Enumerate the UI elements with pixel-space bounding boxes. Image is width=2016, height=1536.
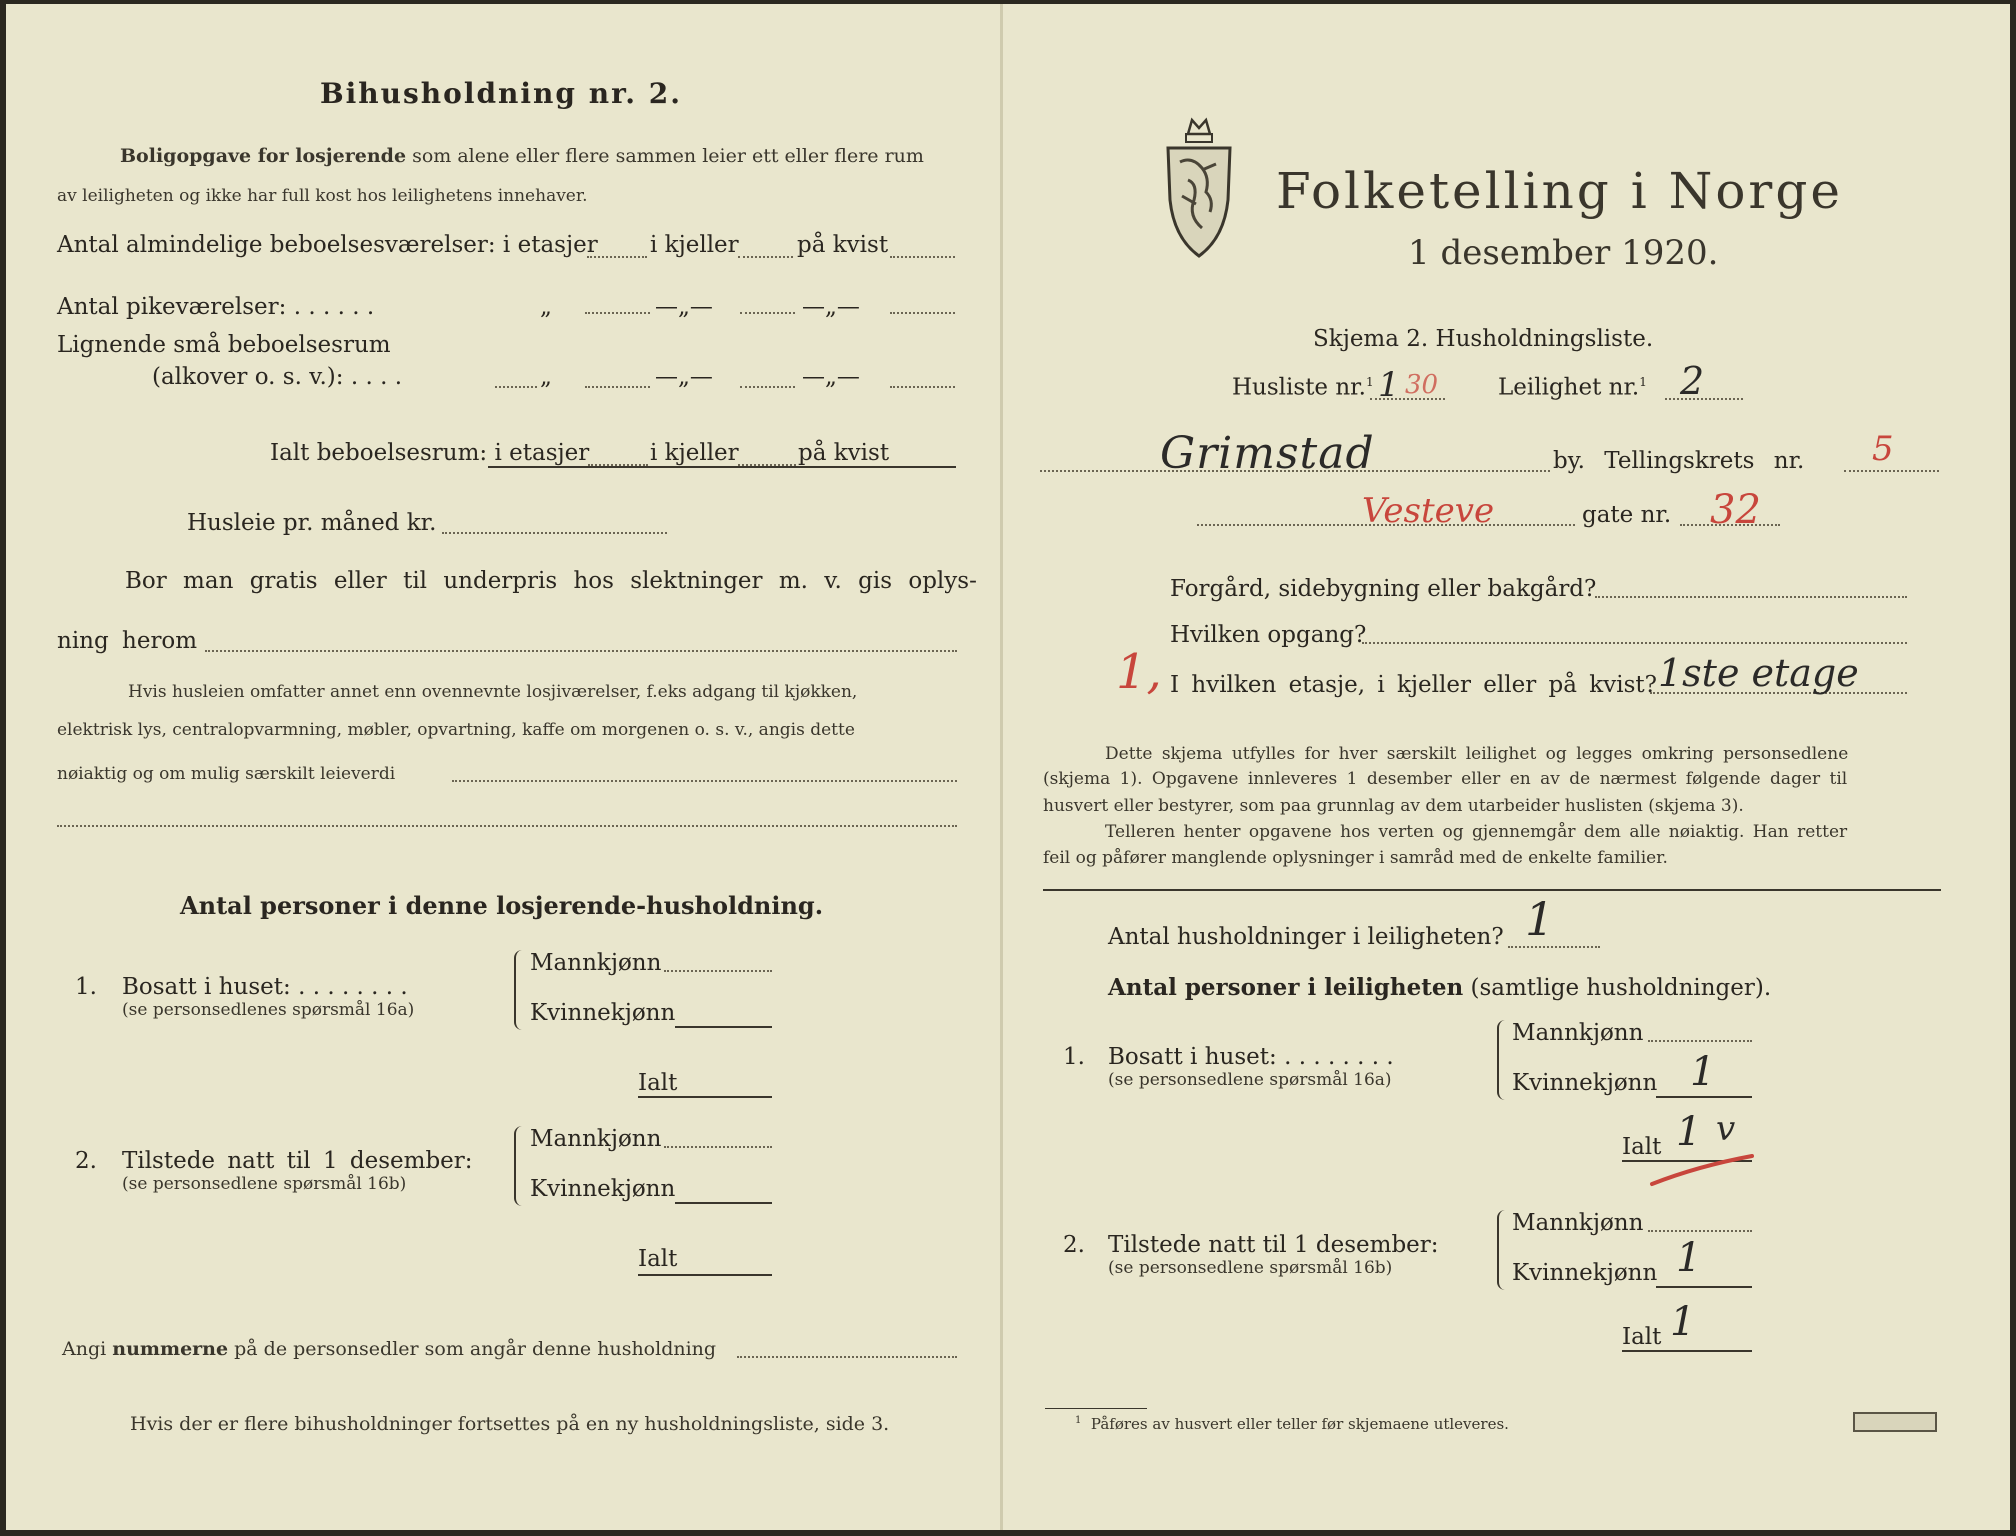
right-q2-mann: Mannkjønn — [1512, 1210, 1644, 1236]
right-q1-kvinne: Kvinnekjønn — [1512, 1070, 1658, 1096]
left-q2-mann: Mannkjønn — [530, 1126, 662, 1152]
instr-line-4: Telleren henter opgavene hos verten og gjennemgår dem alle nøiaktig. Han retter — [1105, 822, 1848, 842]
right-q2-kvinne: Kvinnekjønn — [1512, 1260, 1658, 1286]
right-q1-kvinne-field[interactable] — [1656, 1096, 1752, 1098]
right-q2-sub: (se personsedlene spørsmål 16b) — [1108, 1258, 1393, 1278]
left-q1-mann: Mannkjønn — [530, 950, 662, 976]
left-q2-ialt-field[interactable] — [638, 1274, 772, 1276]
pike-ditto-2: —„— — [655, 294, 713, 320]
hw-husliste-red: 30 — [1405, 370, 1439, 400]
ialt-rooms-label: Ialt beboelsesrum: i etasjer — [270, 440, 590, 466]
left-q2-brace — [514, 1126, 524, 1206]
forgaard-field[interactable] — [1595, 596, 1907, 598]
lign-kvist-field[interactable] — [890, 386, 955, 388]
left-q2-kvinne-field[interactable] — [675, 1202, 772, 1204]
leilighet-label-text: Leilighet nr. — [1498, 374, 1640, 401]
intro-line-1 — [120, 147, 924, 166]
gate-label: gate nr. — [1582, 502, 1672, 528]
left-q2-mann-field[interactable] — [664, 1146, 772, 1148]
left-q1-mann-field[interactable] — [664, 970, 772, 972]
gratis-line-1: Bor man gratis eller til underpris hos slektninger m. v. gis oplys- — [125, 568, 977, 594]
lign-ditto-2: —„— — [655, 364, 713, 390]
gratis-line-2: ning herom — [57, 628, 198, 654]
hw-husliste: 1 — [1378, 365, 1400, 405]
hw-q2-kvinne: 1 — [1676, 1235, 1702, 1281]
rooms-kvist-field[interactable] — [890, 256, 955, 258]
left-q2-kvinne: Kvinnekjønn — [530, 1176, 676, 1202]
gratis-field[interactable] — [205, 650, 957, 652]
right-persons-rest: (samtlige husholdninger). — [1470, 975, 1772, 1001]
by-tellingskrets-label: by. Tellingskrets nr. — [1553, 448, 1805, 474]
right-q2-num: 2. — [1063, 1232, 1085, 1258]
rooms-kjeller-field[interactable] — [738, 256, 793, 258]
left-title: Bihusholdning nr. 2. — [320, 77, 682, 110]
instructions-divider — [1043, 889, 1941, 891]
instr-line-3: husvert eller bestyrer, som paa grunnlag av dem utarbeider huslisten (skjema 3). — [1043, 796, 1744, 816]
hw-q1-ialt: 1 — [1676, 1109, 1702, 1155]
husliste-footnote-mark: 1 — [1365, 375, 1374, 389]
ialt-kvist-label: på kvist — [798, 440, 890, 466]
norway-coat-of-arms-icon — [1158, 112, 1240, 262]
intro-bold: Boligopgave for losjerende — [120, 145, 407, 167]
footnote-text: Påføres av husvert eller teller før skjemaene utleveres. — [1090, 1415, 1509, 1433]
left-q1-kvinne: Kvinnekjønn — [530, 1000, 676, 1026]
left-q2-num: 2. — [75, 1148, 97, 1174]
ialt-rooms-underline — [488, 466, 956, 468]
rooms-label: Antal almindelige beboelsesværelser: i etasjer — [57, 232, 598, 258]
left-q1-ialt: Ialt — [638, 1070, 678, 1096]
rooms-etasjer-field[interactable] — [587, 256, 647, 258]
left-q1-label: Bosatt i huset: . . . . . . . . — [122, 974, 408, 1000]
incl-field[interactable] — [452, 780, 957, 782]
ialt-kjeller-label: i kjeller — [650, 440, 739, 466]
hw-q2-ialt: 1 — [1670, 1299, 1696, 1345]
printer-stamp — [1853, 1412, 1937, 1432]
right-persons-bold: Antal personer i leiligheten — [1108, 974, 1464, 1001]
rent-field[interactable] — [442, 532, 667, 534]
schema-title: Skjema 2. Husholdningsliste. — [1313, 326, 1654, 352]
right-q2-label: Tilstede natt til 1 desember: — [1108, 1232, 1439, 1258]
right-q1-mann-field[interactable] — [1648, 1040, 1752, 1042]
instr-line-5: feil og påfører manglende oplysninger i samråd med de enkelte familier. — [1043, 848, 1668, 868]
right-q2-ialt-field[interactable] — [1622, 1350, 1752, 1352]
right-date: 1 desember 1920. — [1408, 233, 1719, 273]
left-q2-ialt: Ialt — [638, 1246, 678, 1272]
right-q1-sub: (se personsedlene spørsmål 16a) — [1108, 1070, 1392, 1090]
right-q1-ialt: Ialt — [1622, 1134, 1662, 1160]
left-q1-num: 1. — [75, 974, 97, 1000]
incl-field-2[interactable] — [57, 825, 957, 827]
rooms-kjeller-label: i kjeller — [650, 232, 739, 258]
hw-leilighet: 2 — [1680, 359, 1705, 403]
households-label: Antal husholdninger i leiligheten? — [1108, 924, 1504, 950]
incl-line-1: Hvis husleien omfatter annet enn ovennevnte losjiværelser, f.eks adgang til kjøkken, — [128, 682, 858, 702]
left-persons-heading: Antal personer i denne losjerende-husholdning. — [180, 891, 824, 920]
left-q2-label: Tilstede natt til 1 desember: — [122, 1148, 473, 1174]
right-q1-num: 1. — [1063, 1044, 1085, 1070]
left-footer: Hvis der er flere bihusholdninger fortsettes på en ny husholdningsliste, side 3. — [130, 1413, 890, 1435]
left-q1-sub: (se personsedlenes spørsmål 16a) — [122, 1000, 415, 1020]
hw-gate-nr: 32 — [1710, 487, 1761, 533]
hw-tellingskrets: 5 — [1872, 429, 1894, 469]
hw-etasje-value: 1ste etage — [1658, 651, 1859, 695]
right-q2-kvinne-field[interactable] — [1656, 1286, 1752, 1288]
tellingskrets-field[interactable] — [1844, 470, 1939, 472]
lign-pre-field[interactable] — [495, 386, 537, 388]
rent-label: Husleie pr. måned kr. — [187, 510, 437, 536]
lign-etasjer-field[interactable] — [585, 386, 650, 388]
right-persons-line — [1108, 976, 1771, 1000]
pike-ditto-3: —„— — [802, 294, 860, 320]
left-q1-brace — [514, 950, 524, 1030]
angi-prefix: Angi — [62, 1338, 107, 1360]
leilighet-footnote-mark: 1 — [1639, 375, 1647, 389]
rooms-kvist-label: på kvist — [797, 232, 889, 258]
pike-kjeller-field[interactable] — [740, 312, 795, 314]
husliste-label — [1232, 376, 1374, 400]
lign-ditto-1: „ — [540, 364, 552, 390]
husliste-label-text: Husliste nr. — [1232, 374, 1366, 401]
hw-q1-check: v — [1716, 1109, 1736, 1149]
opgang-label: Hvilken opgang? — [1170, 622, 1367, 648]
page-fold — [1000, 4, 1003, 1530]
right-q2-brace — [1497, 1210, 1507, 1290]
lign-kjeller-field[interactable] — [740, 386, 795, 388]
left-q1-kvinne-field[interactable] — [675, 1026, 772, 1028]
footnote-rule — [1045, 1408, 1147, 1409]
right-q2-ialt: Ialt — [1622, 1324, 1662, 1350]
households-field[interactable] — [1508, 946, 1600, 948]
intro-rest-1: som alene eller flere sammen leier ett eller flere rum — [412, 145, 924, 167]
instr-line-1: Dette skjema utfylles for hver særskilt leilighet og legges omkring personsedlene — [1105, 744, 1849, 764]
pike-kvist-field[interactable] — [890, 312, 955, 314]
hw-street: Vesteve — [1362, 491, 1495, 531]
right-title: Folketelling i Norge — [1276, 162, 1843, 220]
left-q1-ialt-field[interactable] — [638, 1096, 772, 1098]
pike-label: Antal pikeværelser: . . . . . . — [57, 294, 375, 320]
angi-field[interactable] — [737, 1356, 957, 1358]
red-check-stroke-icon — [1648, 1150, 1758, 1190]
angi-bold: nummerne — [112, 1338, 229, 1360]
hw-town: Grimstad — [1160, 428, 1375, 479]
etasje-label: I hvilken etasje, i kjeller eller på kvist? — [1170, 672, 1657, 698]
pike-etasjer-field[interactable] — [585, 312, 650, 314]
right-footnote — [1075, 1416, 1509, 1432]
forgaard-label: Forgård, sidebygning eller bakgård? — [1170, 576, 1597, 602]
intro-line-2: av leiligheten og ikke har full kost hos leilighetens innehaver. — [57, 186, 588, 206]
left-q2-sub: (se personsedlene spørsmål 16b) — [122, 1174, 407, 1194]
hw-etasje-mark: 1, — [1116, 644, 1162, 700]
lign-label-1: Lignende små beboelsesrum — [57, 332, 391, 358]
incl-line-3: nøiaktig og om mulig særskilt leieverdi — [57, 764, 396, 784]
leilighet-label — [1498, 376, 1647, 400]
pike-ditto-1: „ — [540, 294, 552, 320]
right-q1-brace — [1497, 1020, 1507, 1100]
angi-line — [62, 1340, 716, 1359]
lign-ditto-3: —„— — [802, 364, 860, 390]
opgang-field[interactable] — [1362, 642, 1907, 644]
footnote-number: 1 — [1075, 1415, 1082, 1426]
hw-households: 1 — [1525, 892, 1555, 946]
right-q1-mann: Mannkjønn — [1512, 1020, 1644, 1046]
lign-label-2: (alkover o. s. v.): . . . . — [152, 364, 403, 390]
incl-line-2: elektrisk lys, centralopvarmning, møbler, opvartning, kaffe om morgenen o. s. v., angis dette — [57, 720, 855, 740]
right-q2-mann-field[interactable] — [1648, 1230, 1752, 1232]
instr-line-2: (skjema 1). Opgavene innleveres 1 desember eller en av de nærmest følgende dager til — [1043, 769, 1848, 789]
right-q1-label: Bosatt i huset: . . . . . . . . — [1108, 1044, 1394, 1070]
angi-rest: på de personsedler som angår denne husholdning — [234, 1338, 717, 1360]
hw-q1-kvinne: 1 — [1690, 1049, 1716, 1095]
